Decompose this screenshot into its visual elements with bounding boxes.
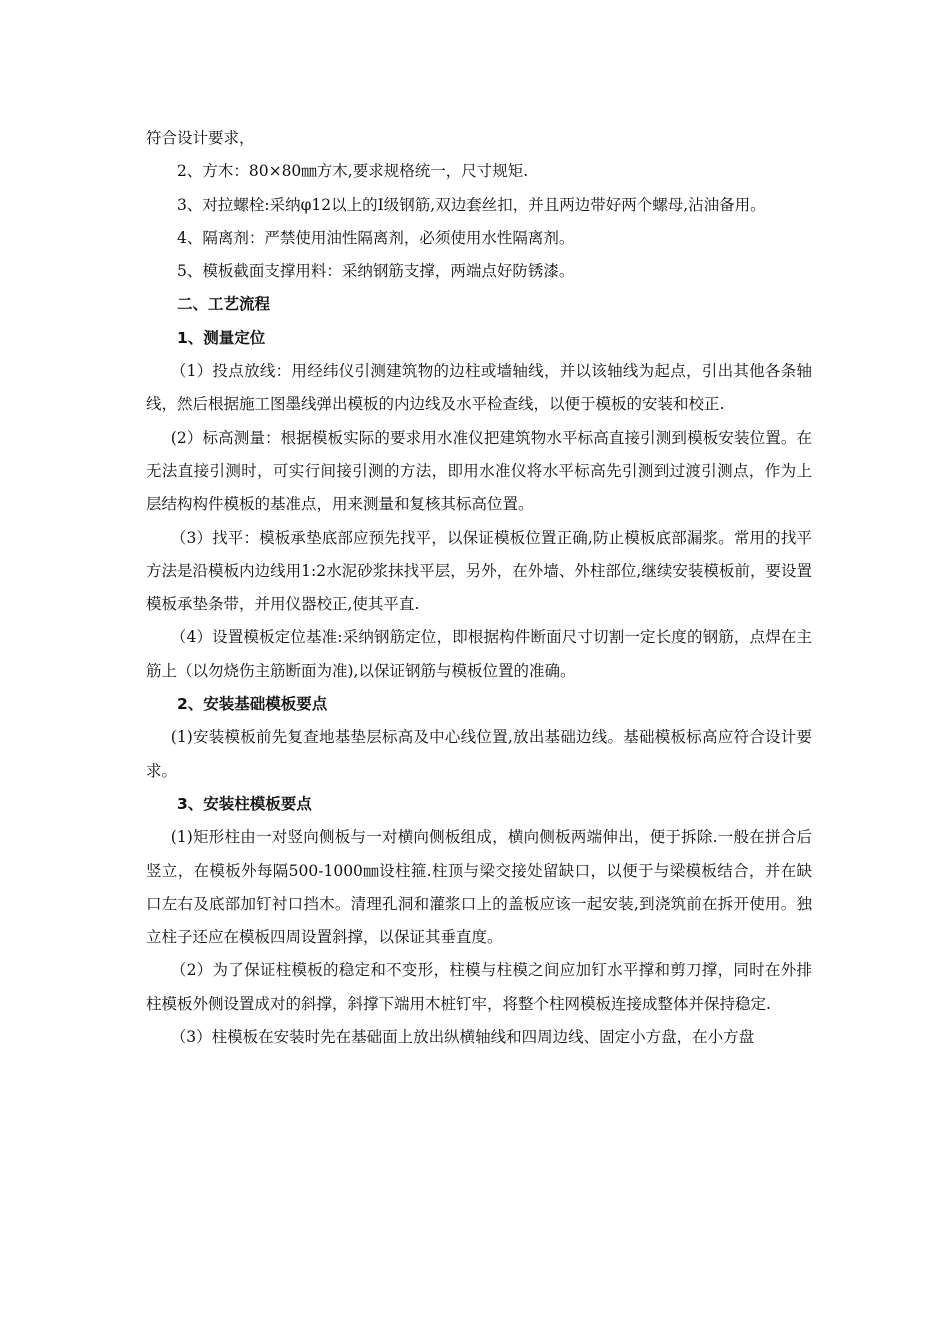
paragraph-leveling: （3）找平：模板承垫底部应预先找平，以保证模板位置正确,防止模板底部漏浆。常用的找平方法是沿模板内边线用1:2水泥砂浆抹找平层，另外，在外墙、外柱部位,继续安装模板前，要设置模板承垫条带，并用仪器校正,使其平直. bbox=[146, 528, 812, 614]
paragraph-item-4-release-agent: 4、隔离剂：严禁使用油性隔离剂，必须使用水性隔离剂。 bbox=[177, 228, 575, 247]
paragraph-positioning-datum: （4）设置模板定位基准:采纳钢筋定位，即根据构件断面尺寸切割一定长度的钢筋，点焊在主筋上（以勿烧伤主筋断面为准),以保证钢筋与模板位置的准确。 bbox=[146, 628, 812, 680]
subheading-column-formwork: 3、安装柱模板要点 bbox=[177, 794, 312, 813]
document-body bbox=[146, 122, 812, 1054]
paragraph-foundation-check: (1)安装模板前先复查地基垫层标高及中心线位置,放出基础边线。基础模板标高应符合设计要求。 bbox=[146, 728, 812, 780]
paragraph-rectangular-column: (1)矩形柱由一对竖向侧板与一对横向侧板组成，横向侧板两端伸出，便于拆除.一般在拼合后竖立，在模板外每隔500-1000㎜设柱箍.柱顶与梁交接处留缺口，以便于与梁模板结合，并在缺口左右及底部加钉衬口挡木。清理孔洞和灌浆口上的盖板应该一起安装,到浇筑前在拆开使用。独立柱子还应在模板四周设置斜撑，以保证其垂直度。 bbox=[146, 828, 812, 947]
subheading-foundation-formwork: 2、安装基础模板要点 bbox=[177, 695, 328, 714]
paragraph-elevation-survey: (2）标高测量：根据模板实际的要求用水准仪把建筑物水平标高直接引测到模板安装位置。在无法直接引测时，可实行间接引测的方法，即用水准仪将水平标高先引测到过渡引测点，作为上层结构构件模板的基准点，用来测量和复核其标高位置。 bbox=[146, 428, 812, 514]
paragraph-column-installation: （3）柱模板在安装时先在基础面上放出纵横轴线和四周边线、固定小方盘，在小方盘 bbox=[170, 1028, 755, 1047]
paragraph-column-stability: （2）为了保证柱模板的稳定和不变形，柱模与柱模之间应加钉水平撑和剪刀撑，同时在外排柱模板外侧设置成对的斜撑，斜撑下端用木桩钉牢，将整个柱网模板连接成整体并保持稳定. bbox=[146, 961, 812, 1013]
paragraph-item-5-support-material: 5、模板截面支撑用料：采纳钢筋支撑，两端点好防锈漆。 bbox=[177, 262, 575, 281]
subheading-survey-positioning: 1、测量定位 bbox=[177, 328, 266, 347]
paragraph-setting-out: （1）投点放线：用经纬仪引测建筑物的边柱或墙轴线，并以该轴线为起点，引出其他各条轴线，然后根据施工图墨线弹出模板的内边线及水平检查线，以便于模板的安装和校正. bbox=[146, 362, 812, 414]
section-heading-process-flow: 二、工艺流程 bbox=[177, 295, 271, 314]
paragraph-continuation: 符合设计要求， bbox=[146, 129, 255, 147]
paragraph-item-2-square-timber: 2、方木：80×80㎜方木,要求规格统一，尺寸规矩. bbox=[177, 162, 529, 181]
paragraph-item-3-tie-bolt: 3、对拉螺栓:采纳φ12以上的Ⅰ级钢筋,双边套丝扣，并且两边带好两个螺母,沾油备用。 bbox=[177, 195, 766, 214]
